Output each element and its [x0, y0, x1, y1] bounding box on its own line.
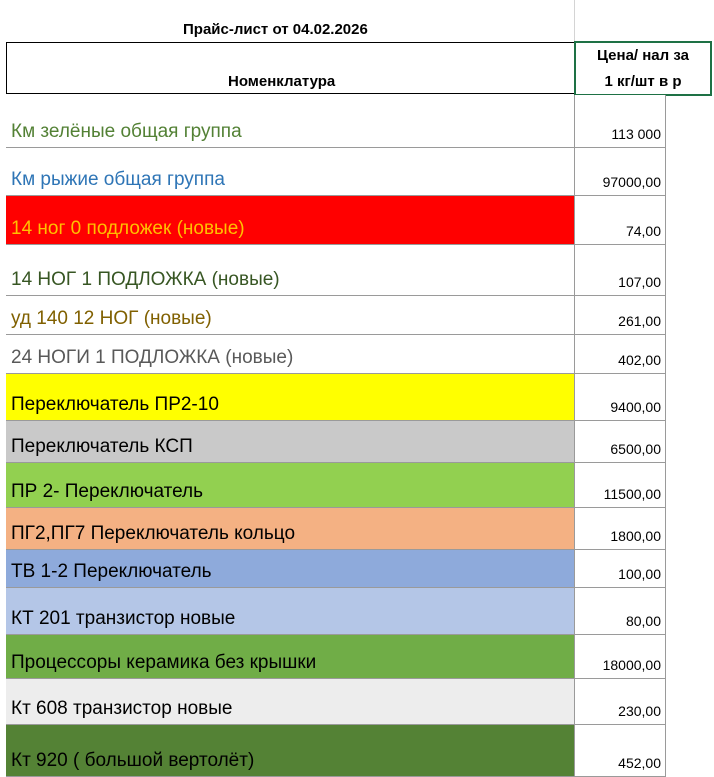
table-row [0, 725, 714, 777]
table-row [0, 296, 714, 335]
item-price: 6500,00 [610, 441, 661, 457]
table-row [0, 588, 714, 635]
item-name: Кт 920 ( большой вертолёт) [11, 750, 255, 771]
item-name-cell[interactable] [6, 679, 574, 725]
item-name-cell[interactable] [6, 421, 574, 463]
item-price: 100,00 [618, 566, 661, 582]
item-name: КТ 201 транзистор новые [11, 608, 236, 629]
item-name: 14 НОГ 1 ПОДЛОЖКА (новые) [11, 269, 280, 290]
header-price-cell[interactable] [574, 41, 712, 96]
table-row [0, 635, 714, 679]
item-price: 230,00 [618, 703, 661, 719]
item-price-cell[interactable] [574, 95, 666, 148]
item-price-cell[interactable] [574, 725, 666, 777]
table-row [0, 374, 714, 421]
item-name-cell[interactable] [6, 148, 574, 196]
item-price: 452,00 [618, 755, 661, 771]
item-price-cell[interactable] [574, 550, 666, 588]
table-row [0, 196, 714, 245]
table-row [0, 335, 714, 374]
item-price-cell[interactable] [574, 296, 666, 335]
table-row [0, 463, 714, 508]
item-price-cell[interactable] [574, 635, 666, 679]
item-name: Процессоры керамика без крышки [11, 652, 317, 673]
item-name-cell[interactable] [6, 245, 574, 296]
item-name: Переключатель ПР2-10 [11, 394, 219, 415]
item-price: 80,00 [625, 613, 661, 629]
table-row [0, 148, 714, 196]
item-price: 402,00 [618, 352, 661, 368]
item-name: ПР 2- Переключатель [11, 481, 204, 502]
price-list-title: Прайс-лист от 04.02.2026 [183, 21, 368, 38]
item-name-cell[interactable] [6, 508, 574, 550]
item-price-cell[interactable] [574, 245, 666, 296]
item-price-cell[interactable] [574, 421, 666, 463]
header-price-line2: 1 кг/шт в р [604, 73, 682, 90]
item-name-cell[interactable] [6, 463, 574, 508]
item-name-cell[interactable] [6, 196, 574, 245]
item-price-cell[interactable] [574, 588, 666, 635]
item-name-cell[interactable] [6, 725, 574, 777]
item-price-cell[interactable] [574, 335, 666, 374]
header-price-line1: Цена/ нал за [597, 47, 689, 64]
table-row [0, 245, 714, 296]
item-price-cell[interactable] [574, 374, 666, 421]
item-name: 24 НОГИ 1 ПОДЛОЖКА (новые) [11, 347, 294, 368]
item-price: 1800,00 [610, 528, 661, 544]
item-name-cell[interactable] [6, 296, 574, 335]
item-price: 18000,00 [602, 657, 661, 673]
table-row [0, 421, 714, 463]
item-name: уд 140 12 НОГ (новые) [11, 308, 212, 329]
item-price: 113 000 [611, 126, 661, 142]
item-name: Переключатель КСП [11, 436, 193, 457]
item-name-cell[interactable] [6, 550, 574, 588]
item-name-cell[interactable] [6, 588, 574, 635]
table-row [0, 679, 714, 725]
item-price-cell[interactable] [574, 679, 666, 725]
item-name: ТВ 1-2 Переключатель [11, 561, 212, 582]
table-row [0, 550, 714, 588]
item-price: 9400,00 [610, 399, 661, 415]
header-name-label: Номенклатура [228, 73, 336, 90]
item-name-cell[interactable] [6, 374, 574, 421]
item-price: 74,00 [625, 223, 661, 239]
item-price: 107,00 [618, 274, 661, 290]
item-price: 261,00 [618, 313, 661, 329]
title-row [0, 0, 714, 42]
item-name: ПГ2,ПГ7 Переключатель кольцо [11, 523, 296, 544]
item-name-cell[interactable] [6, 635, 574, 679]
table-row [0, 508, 714, 550]
item-price-cell[interactable] [574, 508, 666, 550]
item-price-cell[interactable] [574, 463, 666, 508]
item-price: 11500,00 [603, 486, 661, 502]
table-row [0, 95, 714, 148]
item-name-cell[interactable] [6, 95, 574, 148]
item-price-cell[interactable] [574, 196, 666, 245]
column-divider [574, 0, 575, 42]
item-name: Км зелёные общая группа [11, 121, 242, 142]
header-name-cell[interactable] [6, 42, 574, 94]
item-price: 97000,00 [602, 174, 661, 190]
item-price-cell[interactable] [574, 148, 666, 196]
item-name: Кт 608 транзистор новые [11, 698, 233, 719]
item-name: Км рыжие общая группа [11, 169, 225, 190]
item-name: 14 ног 0 подложек (новые) [11, 218, 245, 239]
item-name-cell[interactable] [6, 335, 574, 374]
